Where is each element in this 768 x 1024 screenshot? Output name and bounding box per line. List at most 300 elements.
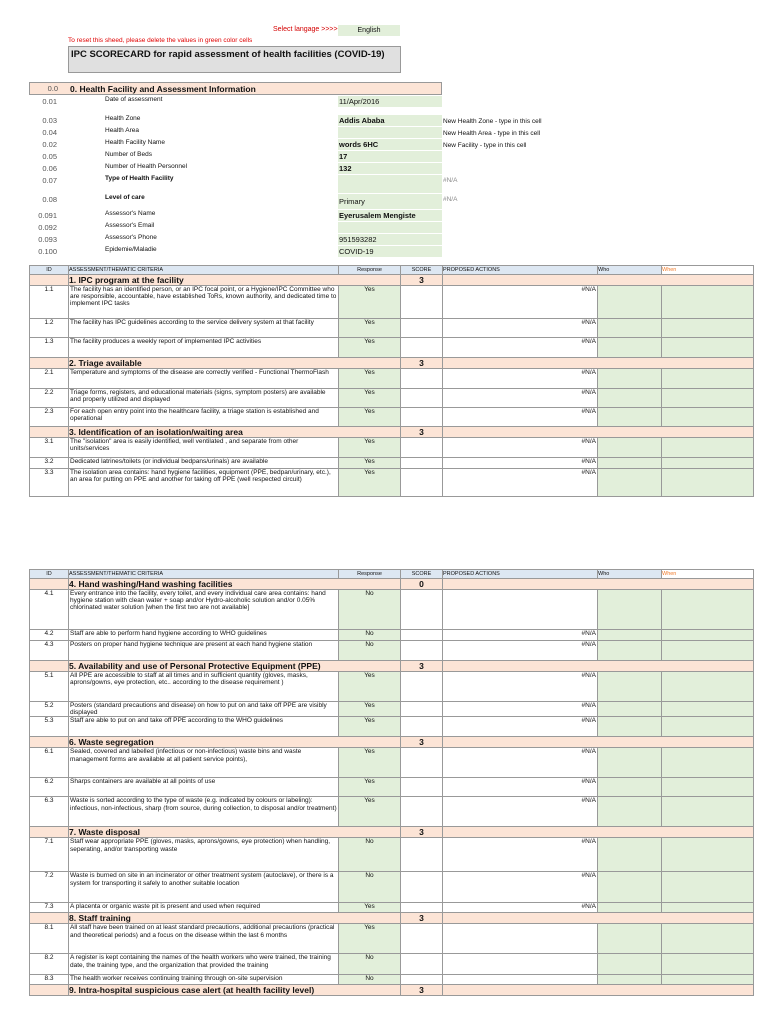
score-cell (401, 286, 443, 319)
info-row-value[interactable] (338, 175, 442, 193)
section-score: 3 (401, 358, 443, 369)
proposed-actions-cell[interactable]: #N/A (443, 408, 598, 427)
when-cell[interactable] (662, 672, 754, 702)
table-row (30, 338, 754, 358)
info-row-label: Health Zone (105, 115, 141, 122)
row-id: 2.1 (30, 369, 69, 389)
info-row (29, 234, 442, 245)
section-blank (443, 358, 754, 369)
row-id: 2.3 (30, 408, 69, 427)
section-score: 3 (401, 985, 443, 996)
table-row (30, 438, 754, 458)
when-cell[interactable] (662, 641, 754, 661)
row-id: 4.3 (30, 641, 69, 661)
row-criteria: Dedicated latrines/toilets (or individual bedpans/urinals) are available (69, 458, 339, 469)
table-row (30, 408, 754, 427)
when-cell[interactable] (662, 924, 754, 954)
row-id: 6.2 (30, 778, 69, 797)
section-id-cell (30, 661, 69, 672)
who-cell[interactable] (598, 797, 662, 827)
table-header-row (30, 570, 754, 579)
when-cell[interactable] (662, 903, 754, 913)
row-id: 6.3 (30, 797, 69, 827)
info-row-id: 0.08 (42, 195, 57, 204)
row-id: 5.3 (30, 717, 69, 737)
info-row-label: Assessor's Name (105, 210, 156, 217)
response-cell[interactable]: Yes (339, 469, 401, 497)
score-cell (401, 458, 443, 469)
proposed-actions-cell[interactable]: #N/A (443, 630, 598, 641)
section-row (30, 579, 754, 590)
proposed-actions-cell[interactable]: #N/A (443, 389, 598, 408)
section-blank (443, 913, 754, 924)
who-cell[interactable] (598, 458, 662, 469)
info-row-id: 0.05 (42, 152, 57, 161)
score-cell (401, 630, 443, 641)
response-cell[interactable]: Yes (339, 778, 401, 797)
row-id: 1.3 (30, 338, 69, 358)
row-criteria: Sealed, covered and labelled (infectious or non-infectious) waste bins and waste management forms are available at all patient service points), (69, 748, 339, 778)
who-cell[interactable] (598, 903, 662, 913)
row-criteria: The facility has an identified person, or an IPC focal point, or a Hygiene/IPC Committee who are responsible, accountable, have established ToRs, known authority, and dedicated time to implement IPC tasks (69, 286, 339, 319)
row-id: 1.2 (30, 319, 69, 338)
header-response: Response (339, 266, 401, 275)
row-criteria: Staff are able to put on and take off PPE according to the WHO guidelines (69, 717, 339, 737)
score-cell (401, 469, 443, 497)
response-cell[interactable]: No (339, 838, 401, 872)
who-cell[interactable] (598, 778, 662, 797)
info-row-id: 0.100 (38, 247, 57, 256)
who-cell[interactable] (598, 590, 662, 630)
section-row (30, 737, 754, 748)
info-section-header (29, 82, 442, 95)
info-row-label: Health Area (105, 127, 139, 134)
section-id-cell (30, 827, 69, 838)
info-row-note: #N/A (443, 196, 458, 203)
row-id: 3.1 (30, 438, 69, 458)
response-cell[interactable]: Yes (339, 408, 401, 427)
info-section-id: 0.0 (47, 84, 58, 93)
row-id: 8.1 (30, 924, 69, 954)
info-row-value[interactable]: 17 (338, 151, 442, 162)
row-id: 7.2 (30, 872, 69, 903)
info-row-id: 0.04 (42, 128, 57, 137)
table-row (30, 954, 754, 975)
section-blank (443, 661, 754, 672)
who-cell[interactable] (598, 319, 662, 338)
section-row (30, 358, 754, 369)
section-id-cell (30, 985, 69, 996)
section-row (30, 913, 754, 924)
section-row (30, 661, 754, 672)
row-criteria: Triage forms, registers, and educational materials (signs, symptom posters) are available and properly utilized and displayed (69, 389, 339, 408)
header-score: SCORE (401, 266, 443, 275)
info-row-value[interactable]: Eyerusalem Mengiste (338, 210, 442, 221)
row-id: 3.3 (30, 469, 69, 497)
score-cell (401, 672, 443, 702)
row-id: 6.1 (30, 748, 69, 778)
section-id-cell (30, 913, 69, 924)
section-id-cell (30, 358, 69, 369)
info-row (29, 163, 442, 174)
info-section-title: 0. Health Facility and Assessment Information (70, 84, 256, 94)
row-criteria: A register is kept containing the names of the health workers who were trained, the training date, the training type, and the organization that provided the training (69, 954, 339, 975)
proposed-actions-cell[interactable]: #N/A (443, 319, 598, 338)
score-cell (401, 797, 443, 827)
row-id: 3.2 (30, 458, 69, 469)
when-cell[interactable] (662, 389, 754, 408)
info-row-value[interactable]: Primary (338, 194, 442, 209)
score-cell (401, 838, 443, 872)
table-row (30, 641, 754, 661)
when-cell[interactable] (662, 702, 754, 717)
section-title: 6. Waste segregation (69, 737, 401, 748)
header-who: Who (598, 570, 662, 579)
section-row (30, 275, 754, 286)
when-cell[interactable] (662, 408, 754, 427)
proposed-actions-cell[interactable]: #N/A (443, 872, 598, 903)
section-id-cell (30, 275, 69, 286)
who-cell[interactable] (598, 748, 662, 778)
when-cell[interactable] (662, 748, 754, 778)
who-cell[interactable] (598, 954, 662, 975)
response-cell[interactable]: Yes (339, 797, 401, 827)
when-cell[interactable] (662, 717, 754, 737)
info-row (29, 210, 442, 221)
when-cell[interactable] (662, 954, 754, 975)
response-cell[interactable]: Yes (339, 369, 401, 389)
who-cell[interactable] (598, 872, 662, 903)
proposed-actions-cell[interactable]: #N/A (443, 458, 598, 469)
table-row (30, 369, 754, 389)
table-row (30, 702, 754, 717)
when-cell[interactable] (662, 872, 754, 903)
response-cell[interactable]: Yes (339, 319, 401, 338)
table-row (30, 975, 754, 985)
section-title: 1. IPC program at the facility (69, 275, 401, 286)
response-cell[interactable]: No (339, 590, 401, 630)
row-criteria: Waste is sorted according to the type of waste (e.g. indicated by colours or labeling): infectious, non-infectious, sharp (from source, during collection, to disposal and/or treatment) (69, 797, 339, 827)
when-cell[interactable] (662, 797, 754, 827)
info-row-id: 0.01 (42, 97, 57, 106)
response-cell[interactable]: No (339, 954, 401, 975)
row-criteria: The health worker receives continuing training through on-site supervision (69, 975, 339, 985)
row-criteria: All PPE are accessible to staff at all times and in sufficient quantity (gloves, masks, aprons/gowns, eye protection, etc.. according to the disease requirement ) (69, 672, 339, 702)
proposed-actions-cell[interactable]: #N/A (443, 702, 598, 717)
response-cell[interactable]: Yes (339, 458, 401, 469)
info-row-id: 0.093 (38, 235, 57, 244)
score-cell (401, 590, 443, 630)
score-cell (401, 778, 443, 797)
header-response: Response (339, 570, 401, 579)
when-cell[interactable] (662, 319, 754, 338)
score-cell (401, 369, 443, 389)
score-cell (401, 924, 443, 954)
row-criteria: The "isolation" area is easily identified, well ventilated , and separate from other units/services (69, 438, 339, 458)
row-id: 4.1 (30, 590, 69, 630)
section-title: 8. Staff training (69, 913, 401, 924)
info-row-label: Epidemie/Maladie (105, 246, 157, 253)
who-cell[interactable] (598, 369, 662, 389)
score-cell (401, 748, 443, 778)
row-id: 7.3 (30, 903, 69, 913)
info-row-id: 0.091 (38, 211, 57, 220)
header-when: When (662, 570, 754, 579)
section-id-cell (30, 737, 69, 748)
section-id-cell (30, 427, 69, 438)
who-cell[interactable] (598, 702, 662, 717)
response-cell[interactable]: Yes (339, 903, 401, 913)
response-cell[interactable]: Yes (339, 338, 401, 358)
when-cell[interactable] (662, 438, 754, 458)
row-criteria: Waste is burned on site in an incinerator or other treatment system (autoclave), or there is a system for transporting it safely to another suitable location (69, 872, 339, 903)
when-cell[interactable] (662, 286, 754, 319)
proposed-actions-cell[interactable]: #N/A (443, 438, 598, 458)
info-row-label: Type of Health Facility (105, 175, 174, 182)
when-cell[interactable] (662, 975, 754, 985)
score-cell (401, 702, 443, 717)
row-criteria: Staff are able to perform hand hygiene according to WHO guidelines (69, 630, 339, 641)
when-cell[interactable] (662, 630, 754, 641)
section-row (30, 427, 754, 438)
score-cell (401, 389, 443, 408)
row-id: 4.2 (30, 630, 69, 641)
info-row-id: 0.07 (42, 176, 57, 185)
language-select[interactable]: English (338, 25, 400, 36)
who-cell[interactable] (598, 717, 662, 737)
row-id: 8.3 (30, 975, 69, 985)
section-score: 3 (401, 913, 443, 924)
proposed-actions-cell[interactable]: #N/A (443, 369, 598, 389)
who-cell[interactable] (598, 672, 662, 702)
row-criteria: Posters on proper hand hygiene technique are present at each hand hygiene station (69, 641, 339, 661)
response-cell[interactable]: No (339, 641, 401, 661)
info-row-value[interactable]: 132 (338, 163, 442, 174)
table-row (30, 319, 754, 338)
info-row-id: 0.03 (42, 116, 57, 125)
response-cell[interactable]: No (339, 975, 401, 985)
info-row-label: Level of care (105, 194, 145, 201)
when-cell[interactable] (662, 458, 754, 469)
info-row-note: New Health Zone - type in this cell (443, 118, 542, 125)
who-cell[interactable] (598, 389, 662, 408)
when-cell[interactable] (662, 369, 754, 389)
info-row-note: New Health Area - type in this cell (443, 130, 541, 137)
header-score: SCORE (401, 570, 443, 579)
proposed-actions-cell[interactable]: #N/A (443, 717, 598, 737)
info-row-value[interactable]: COVID-19 (338, 246, 442, 257)
table-row (30, 672, 754, 702)
row-criteria: The facility produces a weekly report of implemented IPC activities (69, 338, 339, 358)
who-cell[interactable] (598, 924, 662, 954)
section-blank (443, 827, 754, 838)
proposed-actions-cell[interactable] (443, 590, 598, 630)
proposed-actions-cell[interactable]: #N/A (443, 641, 598, 661)
info-row-label: Number of Beds (105, 151, 152, 158)
score-cell (401, 438, 443, 458)
row-id: 8.2 (30, 954, 69, 975)
row-id: 2.2 (30, 389, 69, 408)
response-cell[interactable]: Yes (339, 702, 401, 717)
section-blank (443, 737, 754, 748)
info-row-note: #N/A (443, 177, 458, 184)
proposed-actions-cell[interactable]: #N/A (443, 672, 598, 702)
info-row-value[interactable]: Addis Ababa (338, 115, 442, 126)
info-row-note: New Facility - type in this cell (443, 142, 527, 149)
proposed-actions-cell[interactable] (443, 975, 598, 985)
info-row (29, 96, 442, 107)
when-cell[interactable] (662, 590, 754, 630)
table-row (30, 872, 754, 903)
table-row (30, 797, 754, 827)
info-row-id: 0.092 (38, 223, 57, 232)
info-row-value[interactable]: 11/Apr/2016 (338, 96, 442, 107)
proposed-actions-cell[interactable]: #N/A (443, 286, 598, 319)
info-row (29, 115, 542, 126)
who-cell[interactable] (598, 838, 662, 872)
section-title: 4. Hand washing/Hand washing facilities (69, 579, 401, 590)
section-score: 3 (401, 275, 443, 286)
who-cell[interactable] (598, 286, 662, 319)
response-cell[interactable]: Yes (339, 672, 401, 702)
response-cell[interactable]: No (339, 630, 401, 641)
score-cell (401, 903, 443, 913)
section-title: 5. Availability and use of Personal Protective Equipment (PPE) (69, 661, 401, 672)
header-who: Who (598, 266, 662, 275)
who-cell[interactable] (598, 469, 662, 497)
language-label: Select langage >>>> (273, 26, 338, 33)
response-cell[interactable]: Yes (339, 924, 401, 954)
table-row (30, 286, 754, 319)
score-cell (401, 641, 443, 661)
section-id-cell (30, 579, 69, 590)
response-cell[interactable]: Yes (339, 438, 401, 458)
response-cell[interactable]: Yes (339, 389, 401, 408)
proposed-actions-cell[interactable] (443, 954, 598, 975)
when-cell[interactable] (662, 469, 754, 497)
info-row-value[interactable]: words 6HC (338, 139, 442, 150)
table-row (30, 630, 754, 641)
section-title: 3. Identification of an isolation/waiting area (69, 427, 401, 438)
who-cell[interactable] (598, 630, 662, 641)
score-cell (401, 975, 443, 985)
score-cell (401, 338, 443, 358)
score-cell (401, 408, 443, 427)
info-row (29, 127, 541, 138)
table-row (30, 458, 754, 469)
header-criteria: ASSESSMENT/THEMATIC CRITERIA (69, 570, 339, 579)
row-criteria: All staff have been trained on at least standard precautions, additional precautions (practical and theoretical periods) and a focus on the disease within the last 6 months (69, 924, 339, 954)
section-score: 3 (401, 827, 443, 838)
when-cell[interactable] (662, 778, 754, 797)
who-cell[interactable] (598, 641, 662, 661)
section-score: 3 (401, 737, 443, 748)
who-cell[interactable] (598, 338, 662, 358)
proposed-actions-cell[interactable]: #N/A (443, 778, 598, 797)
info-row-id: 0.02 (42, 140, 57, 149)
score-cell (401, 717, 443, 737)
info-row (29, 222, 442, 233)
score-cell (401, 872, 443, 903)
info-row (29, 139, 527, 150)
response-cell[interactable]: Yes (339, 748, 401, 778)
row-criteria: For each open entry point into the healthcare facility, a triage station is established and operational (69, 408, 339, 427)
row-id: 5.1 (30, 672, 69, 702)
row-criteria: The facility has IPC guidelines according to the service delivery system at that facility (69, 319, 339, 338)
table-header-row (30, 266, 754, 275)
header-actions: PROPOSED ACTIONS (443, 570, 598, 579)
response-cell[interactable]: Yes (339, 717, 401, 737)
response-cell[interactable]: No (339, 872, 401, 903)
who-cell[interactable] (598, 975, 662, 985)
row-id: 7.1 (30, 838, 69, 872)
page-title: IPC SCORECARD for rapid assessment of health facilities (COVID-19) (68, 46, 401, 73)
row-criteria: Staff wear appropriate PPE (gloves, masks, aprons/gowns, eye protection) when handling, seperating, and/or transporting waste (69, 838, 339, 872)
row-criteria: Posters (standard precautions and disease) on how to put on and take off PPE are visibly displayed (69, 702, 339, 717)
info-row-label: Number of Health Personnel (105, 163, 188, 170)
who-cell[interactable] (598, 408, 662, 427)
section-score: 0 (401, 579, 443, 590)
section-title: 7. Waste disposal (69, 827, 401, 838)
when-cell[interactable] (662, 338, 754, 358)
header-criteria: ASSESSMENT/THEMATIC CRITERIA (69, 266, 339, 275)
proposed-actions-cell[interactable]: #N/A (443, 338, 598, 358)
row-criteria: Temperature and symptoms of the disease are correctly verified - Functional ThermoFlash (69, 369, 339, 389)
info-row-label: Assessor's Phone (105, 234, 157, 241)
table-row (30, 778, 754, 797)
language-row (68, 26, 401, 36)
proposed-actions-cell[interactable]: #N/A (443, 903, 598, 913)
proposed-actions-cell[interactable]: #N/A (443, 797, 598, 827)
header-when: When (662, 266, 754, 275)
table-row (30, 903, 754, 913)
proposed-actions-cell[interactable] (443, 924, 598, 954)
info-row (29, 151, 442, 162)
info-row-value[interactable] (338, 222, 442, 233)
info-row-value[interactable] (338, 127, 442, 138)
section-blank (443, 427, 754, 438)
who-cell[interactable] (598, 438, 662, 458)
assessment-table-2 (29, 569, 754, 996)
assessment-table-1 (29, 265, 754, 497)
section-blank (443, 579, 754, 590)
proposed-actions-cell[interactable]: #N/A (443, 748, 598, 778)
section-title: 9. Intra-hospital suspicious case alert (at health facility level) (69, 985, 401, 996)
info-row-id: 0.06 (42, 164, 57, 173)
section-blank (443, 275, 754, 286)
info-row-label: Assessor's Email (105, 222, 155, 229)
section-score: 3 (401, 427, 443, 438)
table-row (30, 389, 754, 408)
info-row-value[interactable]: 951593282 (338, 234, 442, 245)
response-cell[interactable]: Yes (339, 286, 401, 319)
info-row (29, 246, 442, 257)
table-row (30, 717, 754, 737)
table-row (30, 590, 754, 630)
row-id: 5.2 (30, 702, 69, 717)
section-row (30, 827, 754, 838)
proposed-actions-cell[interactable]: #N/A (443, 838, 598, 872)
section-score: 3 (401, 661, 443, 672)
header-id: ID (30, 266, 69, 275)
row-criteria: A placenta or organic waste pit is present and used when required (69, 903, 339, 913)
proposed-actions-cell[interactable]: #N/A (443, 469, 598, 497)
table-row (30, 924, 754, 954)
header-id: ID (30, 570, 69, 579)
row-criteria: Every entrance into the facility, every toilet, and every individual care area contains: hand hygiene station with clean water + soap and/or Hydro-alcoholic solution and/or 0.05% chlorinated water solution [when the first two are not available] (69, 590, 339, 630)
when-cell[interactable] (662, 838, 754, 872)
table-row (30, 748, 754, 778)
